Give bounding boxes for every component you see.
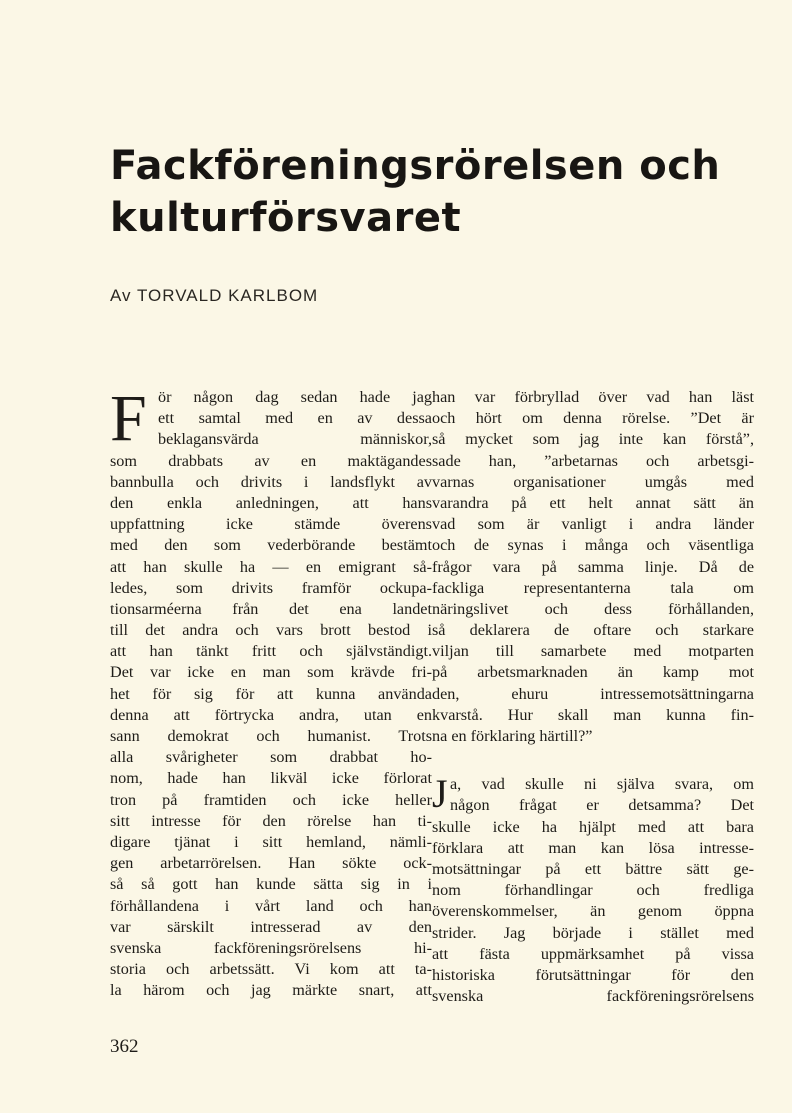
text-line: alla svårigheter som drabbat ho- (110, 748, 432, 767)
right-paragraph-2 (432, 817, 754, 1008)
text-line: la härom och jag märkte snart, att (110, 981, 432, 1000)
text-line: svenska fackföreningsrörelsens (432, 987, 754, 1006)
text-line: med den som vederbörande bestämt (110, 536, 432, 555)
text-line: na en förklaring härtill?” (432, 727, 593, 745)
text-line: den, ehuru intressemotsättningarna (432, 684, 754, 703)
text-line: att han tänkt fritt och självständigt. (110, 642, 432, 661)
text-line: så mycket som jag inte kan förstå”, (432, 430, 754, 449)
text-line: förhållandena i vårt land och han (110, 896, 432, 915)
left-column-text (110, 451, 432, 1002)
text-line: och de synas i många och väsentliga (432, 536, 754, 555)
text-line: svenska fackföreningsrörelsens hi- (110, 938, 432, 957)
text-line: viljan till samarbete med motparten (432, 642, 754, 661)
text-line: het för sig för att kunna använda (110, 684, 432, 703)
text-line: beklagansvärda människor, (158, 430, 432, 449)
text-line: att fästa uppmärksamhet på vissa (432, 944, 754, 963)
text-line: skulle icke ha hjälpt med att bara (432, 817, 754, 836)
text-line: a, vad skulle ni själva svara, om (450, 775, 754, 794)
title-line-1: Fackföreningsrörelsen och (110, 143, 721, 189)
text-line: digare tjänat i sitt hemland, nämli- (110, 832, 432, 851)
drop-cap-lines (432, 771, 754, 817)
article-title (110, 140, 721, 244)
drop-cap-j: J (432, 771, 448, 817)
opening-paragraph-start (110, 382, 432, 455)
text-line: denna att förtrycka andra, utan en (110, 705, 432, 724)
text-line: ett samtal med en av dessa (158, 409, 432, 428)
text-line: tionsarméerna från det ena landet (110, 599, 432, 618)
text-line: näringslivet och dess förhållanden, (432, 599, 754, 618)
text-line: Det var icke en man som krävde fri- (110, 663, 432, 682)
text-line: någon frågat er detsamma? Det (450, 796, 754, 815)
text-line: varnas organisationer umgås med (432, 472, 754, 491)
text-line: storia och arbetssätt. Vi kom att ta- (110, 960, 432, 979)
text-line: uppfattning icke stämde överens (110, 515, 432, 534)
text-line: vad som är vanligt i andra länder (432, 515, 754, 534)
text-line: att han skulle ha — en emigrant så- (110, 557, 432, 576)
second-paragraph-start (432, 771, 754, 817)
text-line: så deklarera de oftare och starkare (432, 621, 754, 640)
text-line: den enkla anledningen, att hans (110, 493, 432, 512)
text-line: sann demokrat och humanist. Trots (110, 727, 432, 745)
text-line: bannbulla och drivits i landsflykt av (110, 472, 432, 491)
page-number: 362 (110, 1036, 139, 1057)
right-paragraph-1 (432, 387, 754, 747)
right-column (432, 387, 754, 1007)
text-line: varandra på ett helt annat sätt än (432, 493, 754, 512)
text-line: på arbetsmarknaden än kamp mot (432, 663, 754, 682)
text-line: tron på framtiden och icke heller (110, 790, 432, 809)
text-line: nom, hade han likväl icke förlorat (110, 769, 432, 788)
text-line: som drabbats av en maktägandes (110, 451, 432, 470)
text-line: så så gott han kunde sätta sig in i (110, 875, 432, 894)
drop-cap-lines (110, 382, 432, 455)
text-line: fackliga representanterna tala om (432, 578, 754, 597)
text-line: förklara att man kan lösa intresse- (432, 838, 754, 857)
paragraph-gap (432, 747, 754, 774)
text-line: ör någon dag sedan hade jag (158, 388, 432, 406)
drop-cap-f: F (110, 382, 147, 455)
text-line: överenskommelser, än genom öppna (432, 902, 754, 921)
text-line: han var förbryllad över vad han läst (432, 388, 754, 406)
text-line: sitt intresse för den rörelse han ti- (110, 811, 432, 830)
text-line: ledes, som drivits framför ockupa- (110, 578, 432, 597)
byline: Av TORVALD KARLBOM (110, 286, 319, 305)
text-line: gen arbetarrörelsen. Han sökte ock- (110, 854, 432, 873)
text-line: historiska förutsättningar för den (432, 965, 754, 984)
text-line: nom förhandlingar och fredliga (432, 881, 754, 900)
left-column (110, 382, 432, 1001)
text-line: frågor vara på samma linje. Då de (432, 557, 754, 576)
text-line: kvarstå. Hur skall man kunna fin- (432, 705, 754, 724)
text-line: sade han, ”arbetarnas och arbetsgi- (432, 451, 754, 470)
text-line: strider. Jag började i stället med (432, 923, 754, 942)
title-line-2: kulturförsvaret (110, 195, 462, 241)
text-line: motsättningar på ett bättre sätt ge- (432, 859, 754, 878)
text-line: till det andra och vars brott bestod i (110, 621, 432, 640)
text-line: var särskilt intresserad av den (110, 917, 432, 936)
text-line: och hört om denna rörelse. ”Det är (432, 409, 754, 428)
